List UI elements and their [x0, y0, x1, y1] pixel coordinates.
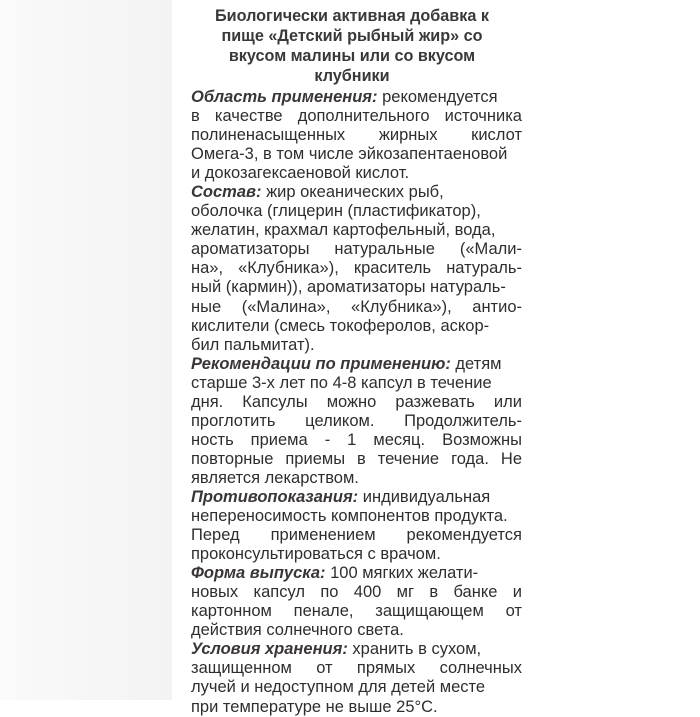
- contraindications-line: Перед применением рекомендуется: [191, 526, 522, 545]
- composition-line: оболочка (глицерин (пластификатор),: [191, 202, 481, 221]
- application-line: [191, 88, 522, 107]
- title-line: Биологически активная добавка к: [215, 7, 489, 25]
- usage-line: является лекарством.: [191, 468, 359, 487]
- title-line: вкусом малины или со вкусом: [228, 47, 476, 65]
- storage-line: [191, 640, 522, 659]
- composition-line: ароматизаторы натуральные («Мали-: [191, 240, 522, 259]
- application-text: рекомендуется: [377, 88, 498, 106]
- composition-line: ные («Малина», «Клубника»), антио-: [191, 297, 522, 316]
- contraindications-line: [191, 488, 522, 507]
- usage-line: [191, 355, 522, 374]
- application-line: полиненасыщенных жирных кислот: [191, 126, 522, 145]
- contraindications-line: проконсультироваться с врачом.: [191, 545, 441, 564]
- usage-line: повторные приемы в течение года. Не: [191, 449, 522, 468]
- release-form-line: новых капсул по 400 мг в банке и: [191, 583, 522, 602]
- storage-heading: Условия хранения:: [191, 640, 348, 659]
- application-line: и докозагексаеновой кислот.: [191, 164, 410, 183]
- usage-line: ность приема - 1 месяц. Возможны: [191, 430, 522, 449]
- storage-text: хранить в сухом,: [347, 640, 482, 659]
- contraindications-line: непереносимость компонентов продукта.: [191, 507, 508, 526]
- composition-text: жир океанических рыб,: [261, 183, 444, 202]
- usage-line: дня. Капсулы можно разжевать или: [191, 392, 522, 411]
- application-line: в качестве дополнительного источника: [191, 107, 522, 126]
- composition-line: бил пальмитат).: [191, 335, 315, 354]
- usage-line: старше 3-х лет по 4-8 капсул в течение: [191, 373, 492, 392]
- title-line: клубники: [314, 67, 390, 85]
- composition-heading: Состав:: [191, 183, 262, 202]
- release-form-line: [191, 564, 522, 583]
- usage-line: проглотить целиком. Продолжитель-: [191, 411, 522, 430]
- product-title: [180, 6, 524, 86]
- contraindications-text: индивидуальная: [358, 487, 491, 506]
- composition-line: желатин, крахмал картофельный, вода,: [191, 221, 496, 240]
- composition-line: [191, 183, 522, 202]
- usage-heading: Рекомендации по применению:: [191, 354, 451, 373]
- blank-left-area: [0, 0, 172, 700]
- label-body: [191, 88, 522, 717]
- composition-line: кислители (смесь токоферолов, аскор-: [191, 316, 490, 335]
- usage-text: детям: [450, 354, 502, 373]
- title-line: пище «Детский рыбный жир» со: [221, 27, 483, 45]
- release-form-heading: Форма выпуска:: [191, 564, 326, 583]
- release-form-line: картонном пенале, защищающем от: [191, 602, 522, 621]
- contraindications-heading: Противопоказания:: [191, 487, 359, 506]
- storage-line: защищенном от прямых солнечных: [191, 659, 522, 678]
- application-line: Омега-3, в том числе эйкозапентаеновой: [191, 145, 508, 164]
- application-heading: Область применения:: [191, 88, 378, 106]
- release-form-text: 100 мягких желати-: [325, 564, 479, 583]
- composition-line: ный (кармин)), ароматизаторы натураль-: [191, 278, 506, 297]
- storage-line: лучей и недоступном для детей месте: [191, 678, 486, 697]
- product-label: [180, 0, 524, 716]
- storage-line: при температуре не выше 25°C.: [191, 697, 438, 716]
- release-form-line: действия солнечного света.: [191, 621, 404, 640]
- composition-line: на», «Клубника»), краситель натураль-: [191, 259, 522, 278]
